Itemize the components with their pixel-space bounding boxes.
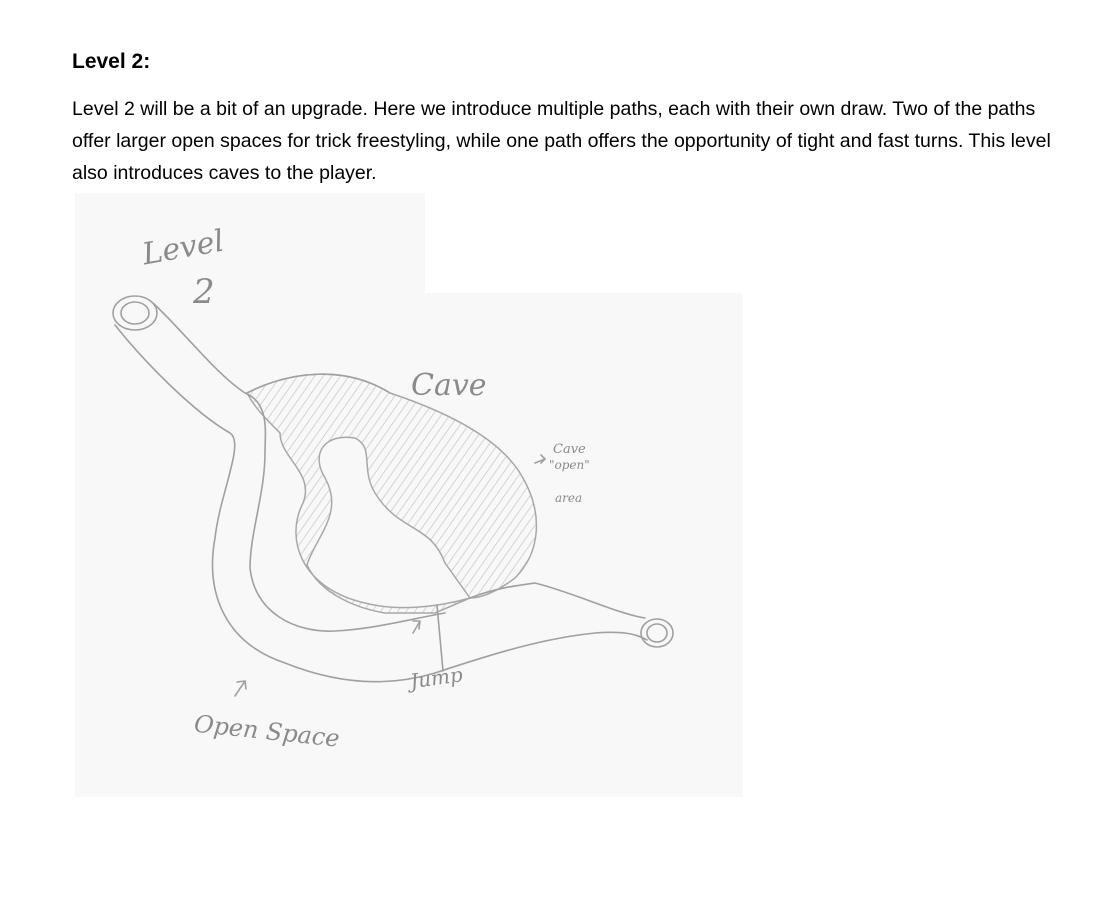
cave-label: Cave	[411, 368, 487, 403]
jump-label: Jump	[408, 662, 465, 694]
level-sketch-image	[75, 193, 743, 797]
page-heading: Level 2:	[72, 50, 151, 73]
level-description: Level 2 will be a bit of an upgrade. Here we introduce multiple paths, each with their own draw. Two of the paths offer larger open spaces for trick freestyling, while one path offers the opportunity of tight and fast turns. This level also introduces caves to the player.	[72, 98, 1051, 184]
open-space-label: Open Space	[192, 709, 341, 753]
cave-open-area-label-2: "open"	[549, 458, 590, 472]
sketch-title-level: Level	[139, 223, 227, 273]
sketch-title-number: 2	[193, 272, 215, 312]
paper-corner	[425, 193, 743, 293]
cave-open-area-label-1: Cave	[553, 442, 586, 457]
cave-open-area-label-3: area	[555, 491, 583, 505]
level-sketch-drawing	[75, 193, 743, 797]
